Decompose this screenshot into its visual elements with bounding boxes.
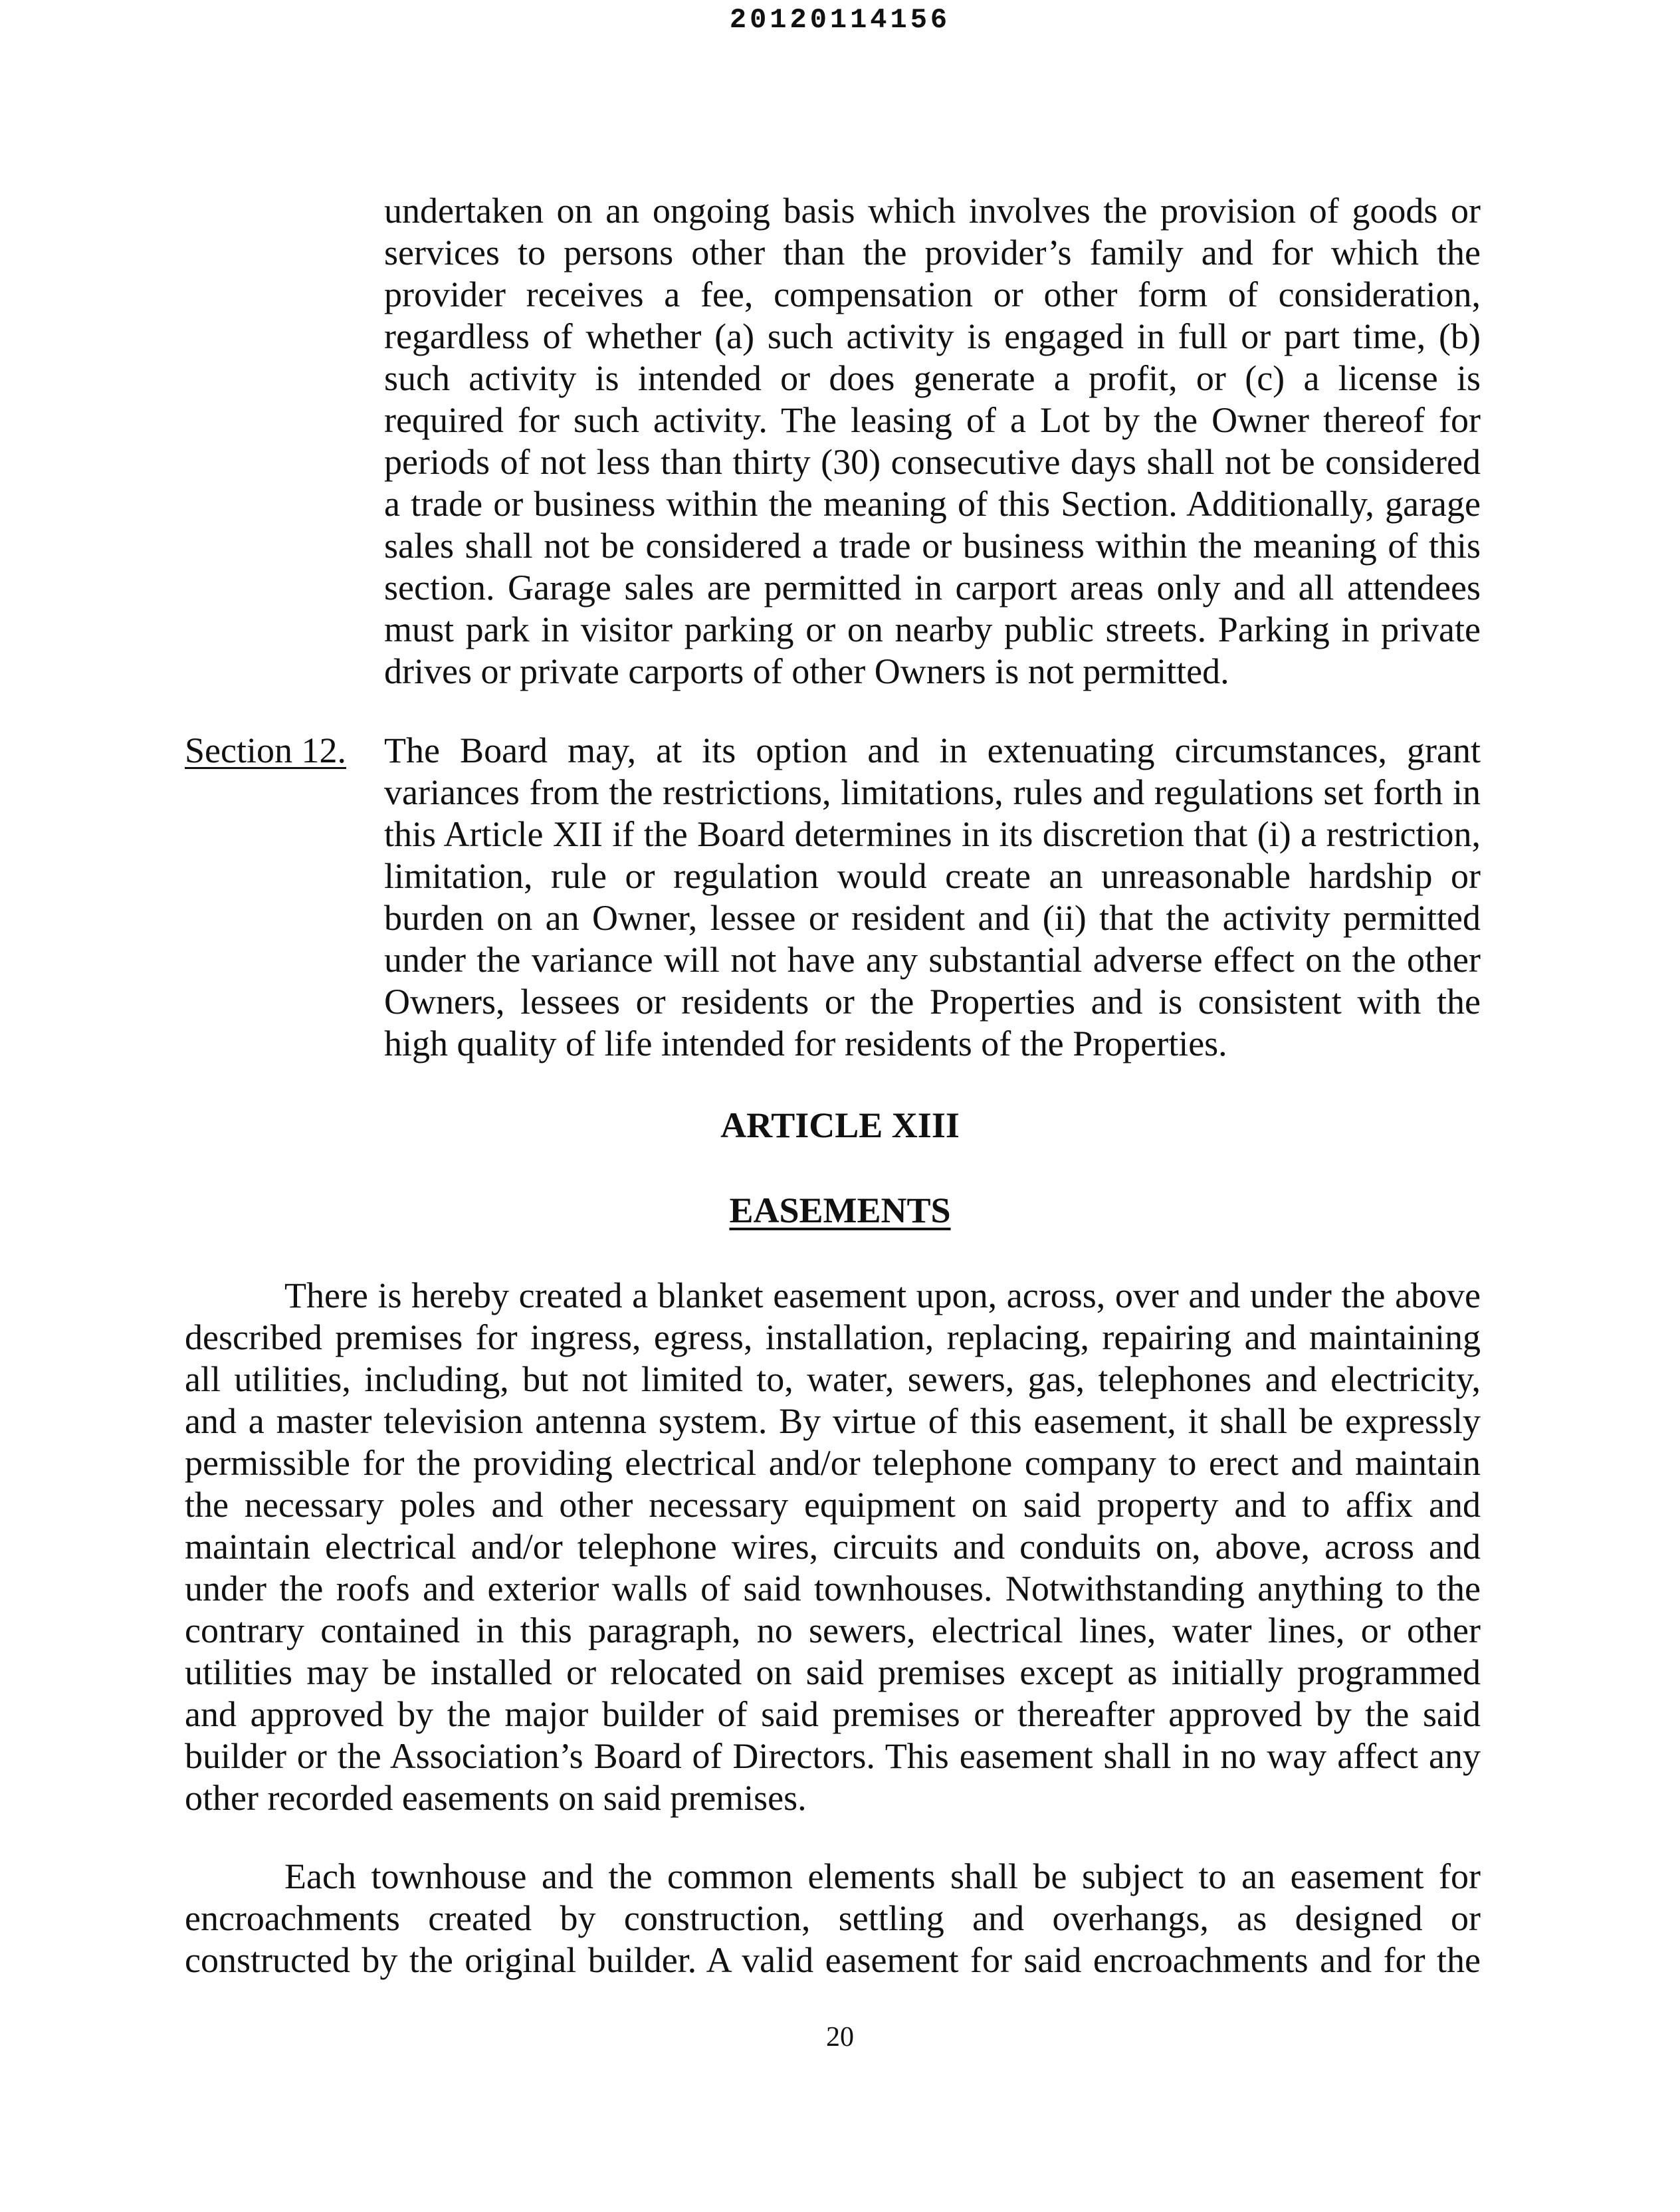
paragraph-line: the necessary poles and other necessary equipment on said property and to affix and bbox=[185, 1485, 1481, 1525]
paragraph-line: provider receives a fee, compensation or other form of consideration, bbox=[384, 275, 1481, 314]
paragraph-line: limitation, rule or regulation would create an unreasonable hardship or bbox=[384, 856, 1481, 896]
paragraph-line: services to persons other than the provider’s family and for which the bbox=[384, 233, 1481, 273]
easements-paragraph-1 bbox=[185, 1275, 1481, 1819]
paragraph-line: high quality of life intended for residents of the Properties. bbox=[384, 1024, 1227, 1063]
continued-paragraph bbox=[384, 190, 1481, 693]
article-subheading: EASEMENTS bbox=[729, 1190, 951, 1230]
paragraph-line: builder or the Association’s Board of Directors. This easement shall in no way affect any bbox=[185, 1736, 1481, 1776]
paragraph-line: under the variance will not have any substantial adverse effect on the other bbox=[384, 940, 1481, 980]
paragraph-line: burden on an Owner, lessee or resident and (ii) that the activity permitted bbox=[384, 898, 1481, 938]
paragraph-line: under the roofs and exterior walls of said townhouses. Notwithstanding anything to the bbox=[185, 1569, 1481, 1608]
paragraph-line: must park in visitor parking or on nearby public streets. Parking in private bbox=[384, 609, 1481, 649]
paragraph-line: There is hereby created a blanket easement upon, across, over and under the above bbox=[284, 1275, 1481, 1315]
paragraph-line: all utilities, including, but not limited to, water, sewers, gas, telephones and electricity, bbox=[185, 1359, 1481, 1399]
paragraph-line: variances from the restrictions, limitations, rules and regulations set forth in bbox=[384, 772, 1481, 812]
paragraph-line: The Board may, at its option and in extenuating circumstances, grant bbox=[384, 730, 1481, 770]
paragraph-line: section. Garage sales are permitted in carport areas only and all attendees bbox=[384, 568, 1481, 608]
article-heading: ARTICLE XIII bbox=[720, 1105, 960, 1145]
section-12-paragraph bbox=[384, 730, 1481, 1065]
document-number: 20120114156 bbox=[729, 4, 951, 36]
paragraph-line: sales shall not be considered a trade or business within the meaning of this bbox=[384, 526, 1481, 566]
paragraph-line: drives or private carports of other Owners is not permitted. bbox=[384, 651, 1229, 691]
paragraph-line: described premises for ingress, egress, installation, replacing, repairing and maintaining bbox=[185, 1317, 1481, 1357]
paragraph-line: periods of not less than thirty (30) consecutive days shall not be considered bbox=[384, 442, 1481, 482]
paragraph-line: this Article XII if the Board determines in its discretion that (i) a restriction, bbox=[384, 814, 1481, 854]
paragraph-line: Each townhouse and the common elements shall be subject to an easement for bbox=[284, 1856, 1481, 1896]
paragraph-line: and a master television antenna system. By virtue of this easement, it shall be expressly bbox=[185, 1401, 1481, 1441]
paragraph-line: permissible for the providing electrical and/or telephone company to erect and maintain bbox=[185, 1443, 1481, 1483]
section-12-label: Section 12. bbox=[185, 730, 346, 770]
paragraph-line: maintain electrical and/or telephone wires, circuits and conduits on, above, across and bbox=[185, 1527, 1481, 1567]
paragraph-line: encroachments created by construction, settling and overhangs, as designed or bbox=[185, 1898, 1481, 1938]
paragraph-line: regardless of whether (a) such activity is engaged in full or part time, (b) bbox=[384, 316, 1481, 356]
page-number: 20 bbox=[826, 2022, 854, 2052]
paragraph-line: required for such activity. The leasing of a Lot by the Owner thereof for bbox=[384, 400, 1481, 440]
easements-paragraph-2 bbox=[185, 1856, 1481, 1981]
paragraph-line: undertaken on an ongoing basis which involves the provision of goods or bbox=[384, 191, 1481, 231]
paragraph-line: and approved by the major builder of said premises or thereafter approved by the said bbox=[185, 1694, 1481, 1734]
paragraph-line: Owners, lessees or residents or the Properties and is consistent with the bbox=[384, 982, 1481, 1022]
paragraph-line: a trade or business within the meaning of this Section. Additionally, garage bbox=[384, 484, 1481, 524]
paragraph-line: constructed by the original builder. A valid easement for said encroachments and for the bbox=[185, 1940, 1481, 1980]
paragraph-line: utilities may be installed or relocated on said premises except as initially programmed bbox=[185, 1652, 1481, 1692]
paragraph-line: other recorded easements on said premises. bbox=[185, 1778, 807, 1818]
paragraph-line: such activity is intended or does generate a profit, or (c) a license is bbox=[384, 358, 1481, 398]
paragraph-line: contrary contained in this paragraph, no sewers, electrical lines, water lines, or other bbox=[185, 1610, 1481, 1650]
